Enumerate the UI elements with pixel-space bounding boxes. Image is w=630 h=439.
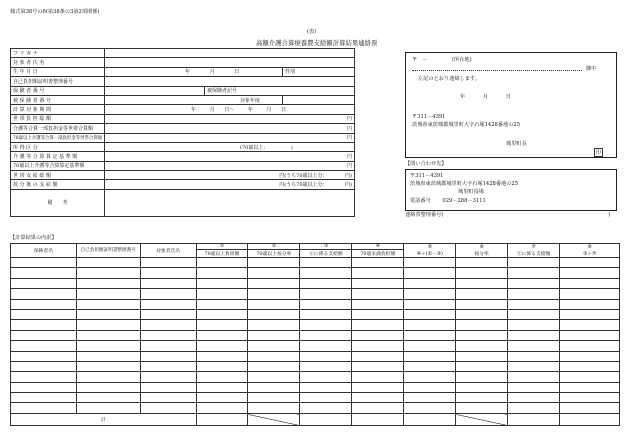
- result-cell[interactable]: [508, 330, 560, 340]
- result-cell[interactable]: [456, 341, 508, 351]
- result-cell[interactable]: [352, 403, 404, 414]
- total-cell[interactable]: [560, 414, 620, 426]
- result-cell[interactable]: [508, 403, 560, 414]
- amount-field[interactable]: 円: [105, 124, 355, 133]
- amount-field[interactable]: 円(うち70歳以上分： 円): [105, 180, 355, 189]
- result-cell[interactable]: [11, 258, 77, 268]
- result-cell[interactable]: [11, 320, 77, 330]
- result-cell[interactable]: [300, 403, 352, 414]
- result-cell[interactable]: [196, 299, 248, 309]
- result-cell[interactable]: [560, 351, 620, 361]
- amount-label: 70歳以上介護等合算算定基準額: [11, 161, 105, 170]
- result-cell[interactable]: [248, 299, 300, 309]
- result-cell[interactable]: [76, 403, 140, 414]
- result-cell[interactable]: [76, 330, 140, 340]
- amount-label: 介 護 等 合 算 算 定 基 準 額: [11, 152, 105, 161]
- result-cell[interactable]: [140, 299, 196, 309]
- result-cell[interactable]: [300, 268, 352, 278]
- result-cell[interactable]: [508, 393, 560, 403]
- result-cell[interactable]: [404, 309, 456, 319]
- amount-row: [11, 152, 355, 161]
- recipient-postal: 〒 －: [412, 57, 428, 63]
- cert-no-field[interactable]: [105, 77, 355, 86]
- header-cert-no: 自己負担額証明書整理番号: [76, 244, 140, 258]
- result-cell[interactable]: [560, 341, 620, 351]
- result-cell[interactable]: [76, 341, 140, 351]
- result-cell[interactable]: [140, 320, 196, 330]
- result-cell[interactable]: [11, 330, 77, 340]
- table-row: [11, 299, 620, 309]
- header-col-3: ③ ①に係る支給額: [300, 244, 352, 258]
- result-cell[interactable]: [508, 258, 560, 268]
- result-cell[interactable]: [196, 341, 248, 351]
- result-cell[interactable]: [560, 299, 620, 309]
- result-cell[interactable]: [76, 278, 140, 288]
- result-cell[interactable]: [560, 382, 620, 392]
- period-from-year: 年: [191, 107, 197, 114]
- total-label: 計: [11, 414, 197, 426]
- result-cell[interactable]: [560, 403, 620, 414]
- table-row: [11, 309, 620, 319]
- result-cell[interactable]: [76, 361, 140, 371]
- result-cell[interactable]: [140, 258, 196, 268]
- sex-field[interactable]: [283, 67, 355, 76]
- result-cell[interactable]: [456, 393, 508, 403]
- recipient-name-line[interactable]: [412, 70, 582, 71]
- furigana-field[interactable]: [105, 49, 355, 58]
- result-cell[interactable]: [300, 289, 352, 299]
- result-cell[interactable]: [560, 268, 620, 278]
- name-label: 対 象 者 氏 名: [11, 58, 105, 67]
- amount-label: 世 帯 負 担 総 額: [11, 114, 105, 123]
- date-month: 月: [482, 94, 489, 100]
- result-cell[interactable]: [248, 320, 300, 330]
- contact-postal: 〒311－4391: [410, 173, 444, 179]
- result-cell[interactable]: [248, 278, 300, 288]
- insured-symbol-label: 被保険者記号: [207, 88, 238, 95]
- result-cell[interactable]: [11, 393, 77, 403]
- result-cell[interactable]: [196, 351, 248, 361]
- result-cell[interactable]: [300, 341, 352, 351]
- result-cell[interactable]: [11, 351, 77, 361]
- dob-year: 年: [185, 69, 191, 76]
- amount-row: [11, 133, 355, 142]
- amount-label: 世 帯 支 給 総 額: [11, 171, 105, 180]
- results-total-row: [11, 414, 620, 426]
- result-cell[interactable]: [404, 320, 456, 330]
- result-cell[interactable]: [456, 403, 508, 414]
- result-cell[interactable]: [76, 320, 140, 330]
- result-cell[interactable]: [352, 309, 404, 319]
- result-cell[interactable]: [404, 382, 456, 392]
- result-cell[interactable]: [560, 309, 620, 319]
- amount-field[interactable]: 円: [105, 114, 355, 123]
- period-to-day: 日: [281, 107, 287, 114]
- result-cell[interactable]: [404, 268, 456, 278]
- amount-row: [11, 180, 355, 189]
- result-cell[interactable]: [352, 299, 404, 309]
- result-cell[interactable]: [11, 299, 77, 309]
- table-row: [11, 330, 620, 340]
- header-col-1: ① 70歳以上負担額: [196, 244, 248, 258]
- result-cell[interactable]: [352, 341, 404, 351]
- result-cell[interactable]: [404, 361, 456, 371]
- name-field[interactable]: [105, 58, 355, 67]
- result-cell[interactable]: [352, 351, 404, 361]
- amount-label: 按 分 後 の 支 給 額: [11, 180, 105, 189]
- table-row: [11, 372, 620, 382]
- result-cell[interactable]: [248, 330, 300, 340]
- result-cell[interactable]: [76, 372, 140, 382]
- address-box: [405, 52, 617, 158]
- result-cell[interactable]: [456, 258, 508, 268]
- result-cell[interactable]: [300, 320, 352, 330]
- result-cell[interactable]: [508, 341, 560, 351]
- result-cell[interactable]: [11, 289, 77, 299]
- result-cell[interactable]: [404, 393, 456, 403]
- result-cell[interactable]: [140, 341, 196, 351]
- result-cell[interactable]: [140, 393, 196, 403]
- total-cell-slashed: [456, 414, 508, 426]
- contact-phone: [410, 199, 486, 204]
- result-cell[interactable]: [300, 258, 352, 268]
- result-cell[interactable]: [11, 382, 77, 392]
- insurer-row: [11, 86, 355, 95]
- amount-field[interactable]: 円(うち70歳以上分： 円): [105, 171, 355, 180]
- result-cell[interactable]: [248, 382, 300, 392]
- result-cell[interactable]: [560, 320, 620, 330]
- amount-row: [11, 124, 355, 133]
- result-cell[interactable]: [404, 403, 456, 414]
- reference-number-close: ): [608, 212, 611, 218]
- honorific: 御中: [586, 66, 597, 72]
- header-col-8: ⑧ ③＋⑦: [560, 244, 620, 258]
- result-cell[interactable]: [140, 309, 196, 319]
- result-cell[interactable]: [196, 289, 248, 299]
- header-insurer: 保険者名: [11, 244, 77, 258]
- insured-symbol-field[interactable]: [205, 86, 355, 95]
- amount-field[interactable]: 円: [105, 152, 355, 161]
- result-cell[interactable]: [456, 382, 508, 392]
- result-cell[interactable]: [196, 361, 248, 371]
- result-cell[interactable]: [11, 341, 77, 351]
- result-cell[interactable]: [196, 372, 248, 382]
- dob-row: [11, 67, 355, 76]
- phone-label: 電話番号: [410, 198, 431, 204]
- result-cell[interactable]: [248, 351, 300, 361]
- total-cell[interactable]: [508, 414, 560, 426]
- result-cell[interactable]: [196, 320, 248, 330]
- header-col-6: ⑥ 按分率: [456, 244, 508, 258]
- seal-icon: 印: [596, 150, 602, 156]
- result-cell[interactable]: [560, 361, 620, 371]
- result-cell[interactable]: [300, 372, 352, 382]
- result-cell[interactable]: [560, 393, 620, 403]
- result-cell[interactable]: [404, 372, 456, 382]
- cert-no-row: [11, 77, 355, 86]
- insured-row: [11, 95, 355, 104]
- name-row: [11, 58, 355, 67]
- contact-box: [405, 169, 617, 211]
- result-cell[interactable]: [11, 372, 77, 382]
- cert-no-label: 自己負担額証明書整理番号: [11, 77, 105, 86]
- table-row: [11, 289, 620, 299]
- result-cell[interactable]: [456, 299, 508, 309]
- period-from-month: 月: [209, 107, 215, 114]
- result-cell[interactable]: [456, 278, 508, 288]
- amount-field[interactable]: 円: [105, 133, 355, 142]
- result-cell[interactable]: [352, 289, 404, 299]
- sender-title: 城里町長: [506, 141, 527, 147]
- result-cell[interactable]: [76, 289, 140, 299]
- result-cell[interactable]: [248, 258, 300, 268]
- result-cell[interactable]: [196, 403, 248, 414]
- amount-field[interactable]: 円: [105, 161, 355, 170]
- result-cell[interactable]: [352, 320, 404, 330]
- result-cell[interactable]: [248, 268, 300, 278]
- insured-no-label: 被 保 険 者 番 号: [11, 95, 105, 104]
- header-col-2: ② 70歳以上按分率: [248, 244, 300, 258]
- result-cell[interactable]: [196, 268, 248, 278]
- income-row: [11, 142, 355, 151]
- result-cell[interactable]: [508, 309, 560, 319]
- insurer-no-field[interactable]: [105, 86, 205, 95]
- table-row: [11, 382, 620, 392]
- phone-number: 029－288－3111: [442, 198, 486, 204]
- result-cell[interactable]: [140, 330, 196, 340]
- result-cell[interactable]: [404, 351, 456, 361]
- result-cell[interactable]: [76, 309, 140, 319]
- result-cell[interactable]: [456, 361, 508, 371]
- result-cell[interactable]: [508, 289, 560, 299]
- income-label: 所 得 区 分: [11, 142, 105, 151]
- reference-number-label: 連絡票整理番号(: [405, 212, 444, 218]
- result-cell[interactable]: [404, 341, 456, 351]
- result-cell[interactable]: [300, 309, 352, 319]
- result-cell[interactable]: [352, 258, 404, 268]
- result-cell[interactable]: [508, 372, 560, 382]
- result-cell[interactable]: [404, 278, 456, 288]
- target-year-field[interactable]: [283, 95, 355, 104]
- total-cell[interactable]: [352, 414, 404, 426]
- document-title: 高額介護合算療養費支給額計算結果連絡票: [256, 39, 378, 47]
- table-row: [11, 278, 620, 288]
- result-cell[interactable]: [248, 361, 300, 371]
- result-cell[interactable]: [508, 382, 560, 392]
- result-cell[interactable]: [300, 299, 352, 309]
- result-cell[interactable]: [508, 268, 560, 278]
- result-cell[interactable]: [140, 351, 196, 361]
- insured-no-field[interactable]: [105, 95, 283, 104]
- result-cell[interactable]: [560, 372, 620, 382]
- result-cell[interactable]: [248, 289, 300, 299]
- result-cell[interactable]: [560, 258, 620, 268]
- income-field[interactable]: (70歳以上： ): [105, 142, 355, 151]
- results-header-row: [11, 244, 620, 258]
- dob-field[interactable]: [105, 67, 283, 76]
- result-cell[interactable]: [352, 361, 404, 371]
- remarks-field[interactable]: [105, 189, 355, 216]
- result-cell[interactable]: [248, 372, 300, 382]
- calc-period-field[interactable]: [105, 105, 355, 114]
- result-cell[interactable]: [300, 361, 352, 371]
- result-cell[interactable]: [248, 403, 300, 414]
- furigana-row: [11, 49, 355, 58]
- results-table: [10, 243, 620, 426]
- table-row: [11, 361, 620, 371]
- result-cell[interactable]: [456, 351, 508, 361]
- date-year: 年: [460, 94, 466, 100]
- result-cell[interactable]: [300, 278, 352, 288]
- table-row: [11, 403, 620, 414]
- result-cell[interactable]: [76, 299, 140, 309]
- recipient-address-label: (所在地): [452, 57, 472, 63]
- result-cell[interactable]: [11, 361, 77, 371]
- side-label: (表): [307, 29, 317, 35]
- result-cell[interactable]: [404, 299, 456, 309]
- period-to-year: 年: [247, 107, 253, 114]
- dob-day: 日: [234, 69, 240, 76]
- dob-month: 月: [209, 69, 215, 76]
- result-cell[interactable]: [196, 393, 248, 403]
- result-cell[interactable]: [248, 341, 300, 351]
- result-cell[interactable]: [248, 393, 300, 403]
- period-to-month: 月: [266, 107, 272, 114]
- result-cell[interactable]: [560, 289, 620, 299]
- table-row: [11, 268, 620, 278]
- remarks-label: 備 考: [11, 189, 105, 216]
- applicant-table: [10, 48, 355, 217]
- table-row: [11, 341, 620, 351]
- result-cell[interactable]: [508, 278, 560, 288]
- result-cell[interactable]: [140, 403, 196, 414]
- amount-row: [11, 171, 355, 180]
- notice-message: 左記のとおり連絡します。: [418, 76, 480, 82]
- total-cell[interactable]: [196, 414, 248, 426]
- result-cell[interactable]: [456, 289, 508, 299]
- result-cell[interactable]: [76, 393, 140, 403]
- header-col-4: ④ 70歳未満負担額: [352, 244, 404, 258]
- result-cell[interactable]: [11, 278, 77, 288]
- result-cell[interactable]: [11, 309, 77, 319]
- result-cell[interactable]: [196, 278, 248, 288]
- table-row: [11, 393, 620, 403]
- result-cell[interactable]: [196, 330, 248, 340]
- result-cell[interactable]: [140, 268, 196, 278]
- result-cell[interactable]: [196, 309, 248, 319]
- result-cell[interactable]: [76, 351, 140, 361]
- result-cell[interactable]: [456, 268, 508, 278]
- result-cell[interactable]: [11, 403, 77, 414]
- result-cell[interactable]: [352, 268, 404, 278]
- result-cell[interactable]: [300, 382, 352, 392]
- result-cell[interactable]: [352, 330, 404, 340]
- result-cell[interactable]: [140, 382, 196, 392]
- result-cell[interactable]: [352, 393, 404, 403]
- result-cell[interactable]: [248, 309, 300, 319]
- result-cell[interactable]: [140, 289, 196, 299]
- result-cell[interactable]: [11, 268, 77, 278]
- result-cell[interactable]: [352, 278, 404, 288]
- amount-label: 70歳以上介護等合算一部負担金等世帯合算額: [11, 133, 105, 142]
- result-cell[interactable]: [456, 330, 508, 340]
- result-cell[interactable]: [76, 268, 140, 278]
- result-cell[interactable]: [140, 372, 196, 382]
- form-number: 様式第38号の6(第38条の3第2項関係): [10, 9, 100, 15]
- total-cell[interactable]: [404, 414, 456, 426]
- sex-label: 性別: [285, 69, 296, 76]
- result-cell[interactable]: [140, 278, 196, 288]
- results-body: [11, 258, 620, 414]
- dob-label: 生 年 月 日: [11, 67, 105, 76]
- result-cell[interactable]: [508, 320, 560, 330]
- result-cell[interactable]: [508, 299, 560, 309]
- result-cell[interactable]: [508, 361, 560, 371]
- insurer-no-label: 保 険 者 番 号: [11, 86, 105, 95]
- contact-title: 【問い合わせ先】: [405, 161, 447, 167]
- result-cell[interactable]: [508, 351, 560, 361]
- table-row: [11, 258, 620, 268]
- result-cell[interactable]: [300, 351, 352, 361]
- remarks-row: [11, 189, 355, 216]
- results-title: 【計算結果の内訳】: [10, 235, 57, 241]
- header-col-5: ⑤ ④＋(①－③): [404, 244, 456, 258]
- result-cell[interactable]: [456, 309, 508, 319]
- result-cell[interactable]: [560, 278, 620, 288]
- table-row: [11, 320, 620, 330]
- result-cell[interactable]: [76, 258, 140, 268]
- sender-address: 茨城県東茨城郡城里町大字石塚1428番地の25: [412, 122, 520, 128]
- result-cell[interactable]: [196, 382, 248, 392]
- result-cell[interactable]: [140, 361, 196, 371]
- result-cell[interactable]: [352, 372, 404, 382]
- result-cell[interactable]: [404, 289, 456, 299]
- contact-address: 茨城県東茨城郡城里町大字石塚1428番地の25: [410, 181, 518, 187]
- result-cell[interactable]: [560, 330, 620, 340]
- target-year-label: 対象年度: [240, 97, 261, 104]
- header-name: 対象者氏名: [140, 244, 196, 258]
- total-cell[interactable]: [300, 414, 352, 426]
- result-cell[interactable]: [404, 258, 456, 268]
- amount-row: [11, 161, 355, 170]
- period-from-day: 日～: [224, 107, 235, 114]
- result-cell[interactable]: [300, 393, 352, 403]
- period-row: [11, 105, 355, 114]
- notice-date: [460, 95, 511, 100]
- result-cell[interactable]: [456, 320, 508, 330]
- amount-row: [11, 114, 355, 123]
- result-cell[interactable]: [404, 330, 456, 340]
- furigana-label: フ リ ガ ナ: [11, 49, 105, 58]
- result-cell[interactable]: [76, 382, 140, 392]
- table-row: [11, 351, 620, 361]
- date-day: 日: [505, 94, 511, 100]
- header-col-7: ⑦ ⑤に係る支給額: [508, 244, 560, 258]
- result-cell[interactable]: [456, 372, 508, 382]
- total-cell-slashed: [248, 414, 300, 426]
- sender-postal: 〒311－4391: [412, 114, 446, 120]
- result-cell[interactable]: [300, 330, 352, 340]
- amount-label: 介護等合算一部負担金等世帯合算額: [11, 124, 105, 133]
- result-cell[interactable]: [352, 382, 404, 392]
- result-cell[interactable]: [196, 258, 248, 268]
- calc-period-label: 計 算 対 象 期 間: [11, 105, 105, 114]
- contact-office: 城里町役場: [458, 189, 484, 195]
